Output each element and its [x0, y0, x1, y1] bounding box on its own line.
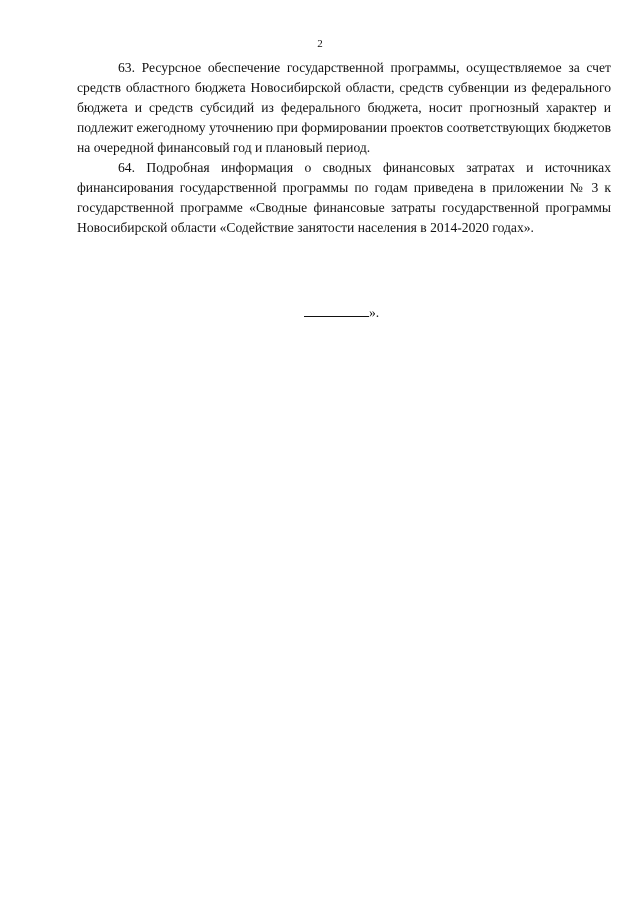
- paragraph-64: 64. Подробная информация о сводных финансовых затратах и источниках финансирования государственной программы по годам приведена в приложении № 3 к государственной программе «Сводные финансовые затраты государственной программы Новосибирской области «Содействие занятости населения в 2014-2020 годах».: [77, 160, 611, 235]
- closing-line: [304, 303, 379, 323]
- paragraph-63: 63. Ресурсное обеспечение государственной программы, осуществляемое за счет средств областного бюджета Новосибирской области, средств субвенции из федерального бюджета и средств субсидий из федерального бюджета, носит прогнозный характер и подлежит ежегодному уточнению при формировании проектов соответствующих бюджетов на очередной финансовый год и плановый период.: [77, 60, 611, 155]
- closing-quote-mark: ».: [369, 305, 380, 320]
- document-body: [77, 58, 611, 238]
- signature-underline: [304, 303, 369, 317]
- page-number: 2: [317, 38, 323, 50]
